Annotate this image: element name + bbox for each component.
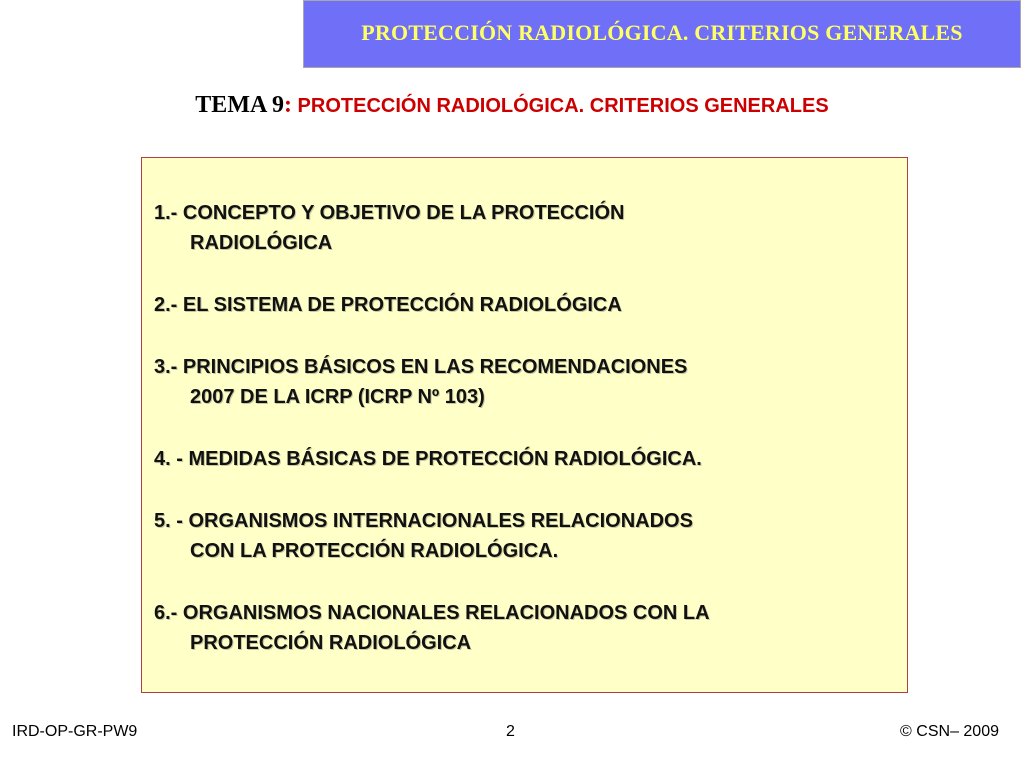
- footer-copyright: © CSN– 2009: [900, 723, 999, 740]
- topic-line-2: RADIOLÓGICA: [190, 232, 333, 254]
- topic-line-1: 3.- PRINCIPIOS BÁSICOS EN LAS RECOMENDACIONES: [154, 356, 688, 378]
- topic-item: [154, 444, 899, 474]
- topic-list: [154, 198, 899, 690]
- topic-line-2: PROTECCIÓN RADIOLÓGICA: [190, 632, 472, 654]
- topic-line-1: 1.- CONCEPTO Y OBJETIVO DE LA PROTECCIÓN: [154, 202, 625, 224]
- topic-line-1: 6.- ORGANISMOS NACIONALES RELACIONADOS CON LA: [154, 602, 710, 624]
- topics-box: [141, 157, 908, 693]
- topic-item: [154, 198, 899, 258]
- topic-line-1: 5. - ORGANISMOS INTERNACIONALES RELACIONADOS: [154, 510, 693, 532]
- tema-heading: [0, 92, 1024, 119]
- topic-line-2: 2007 DE LA ICRP (ICRP Nº 103): [190, 386, 485, 408]
- topic-line-2: CON LA PROTECCIÓN RADIOLÓGICA.: [190, 540, 559, 562]
- tema-prefix: TEMA 9: [195, 92, 284, 118]
- tema-title: PROTECCIÓN RADIOLÓGICA. CRITERIOS GENERALES: [291, 95, 829, 117]
- footer-document-code: IRD-OP-GR-PW9: [12, 723, 138, 740]
- topic-line-1: 4. - MEDIDAS BÁSICAS DE PROTECCIÓN RADIOLÓGICA.: [154, 448, 702, 470]
- topic-item: [154, 352, 899, 412]
- footer-page-number: 2: [506, 723, 515, 740]
- topic-line-1: 2.- EL SISTEMA DE PROTECCIÓN RADIOLÓGICA: [154, 294, 622, 316]
- header-title: PROTECCIÓN RADIOLÓGICA. CRITERIOS GENERALES: [361, 20, 963, 45]
- tema-colon: :: [283, 92, 292, 118]
- topic-item: [154, 290, 899, 320]
- header-banner: [303, 0, 1021, 68]
- topic-item: [154, 506, 899, 566]
- topic-item: [154, 598, 899, 658]
